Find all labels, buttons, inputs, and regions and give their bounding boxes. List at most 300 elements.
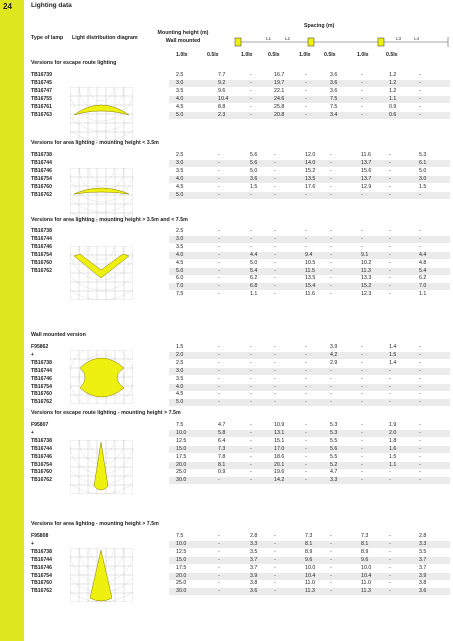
spacing-cell: - — [330, 556, 332, 563]
spacing-cell: 10.2 — [361, 259, 372, 266]
mounting-height-cell: 5.0 — [176, 191, 184, 198]
spacing-cell: 5.4 — [419, 267, 427, 274]
spacing-cell: - — [361, 235, 363, 242]
mounting-height-cell: 3.0 — [176, 235, 184, 242]
spacing-cell: - — [274, 167, 276, 174]
spacing-cell: 11.6 — [361, 152, 371, 158]
spacing-cell: 7.5 — [330, 103, 338, 110]
lamp-type: TB16738 — [31, 437, 52, 444]
spacing-cell: 8.1 — [305, 540, 313, 547]
spacing-cell: 1.2 — [389, 87, 397, 94]
light-distribution-header: Light distribution diagram — [72, 35, 138, 41]
spacing-cell: - — [361, 344, 363, 350]
spacing-cell: - — [330, 391, 332, 398]
spacing-cell: 1.9 — [389, 422, 397, 428]
lamp-type: TB16761 — [31, 103, 52, 110]
spacing-cell: - — [305, 477, 307, 484]
lamp-type: TB16762 — [31, 477, 52, 484]
spacing-cell: - — [361, 469, 363, 476]
spacing-cell: 2.9 — [330, 359, 338, 366]
spacing-cell: - — [330, 175, 332, 182]
spacing-cell: 18.6 — [274, 453, 285, 460]
spacing-cell: - — [274, 175, 276, 182]
spacing-cell: 10.4 — [218, 95, 229, 102]
spacing-cell: 15.6 — [361, 167, 372, 174]
spacing-cell: 1.5 — [389, 351, 397, 358]
spacing-cell: - — [389, 283, 391, 290]
mounting-height-cell: 10.0 — [176, 540, 187, 547]
spacing-cell: - — [361, 87, 363, 94]
spacing-cell: 9.2 — [218, 79, 226, 86]
spacing-cell: 5.0 — [419, 167, 427, 174]
spacing-cell: 3.7 — [419, 556, 427, 563]
spacing-cell: - — [389, 191, 391, 198]
lux-subheader: 1.0lx — [241, 52, 253, 58]
spacing-cell: 13.3 — [361, 275, 372, 282]
lamp-type: TB16746 — [31, 453, 52, 460]
spacing-cell: 0.9 — [218, 469, 226, 476]
spacing-cell: - — [218, 275, 220, 282]
spacing-cell: - — [361, 391, 363, 398]
spacing-cell: - — [389, 572, 391, 579]
spacing-cell: 11.3 — [361, 267, 371, 274]
lamp-type: TB16760 — [31, 391, 52, 398]
spacing-cell: 5.6 — [250, 159, 258, 166]
table-row — [169, 360, 450, 367]
spacing-cell: - — [330, 243, 332, 250]
lamp-type: TB16744 — [31, 159, 52, 166]
mounting-height-cell: 3.0 — [176, 79, 184, 86]
spacing-cell: - — [330, 367, 332, 374]
mounting-height-cell: 7.5 — [176, 422, 184, 428]
lamp-type: TB16738 — [31, 548, 52, 555]
mounting-height-cell: 4.5 — [176, 391, 184, 398]
spacing-cell: 17.0 — [274, 445, 285, 452]
spacing-cell: - — [361, 95, 363, 102]
spacing-cell: - — [389, 391, 391, 398]
lamp-type: F95862 — [31, 344, 49, 350]
spacing-cell: - — [305, 445, 307, 452]
spacing-cell: - — [389, 399, 391, 406]
lamp-type: F95808 — [31, 533, 49, 539]
spacing-cell: - — [361, 228, 363, 234]
spacing-cell: 3.6 — [330, 79, 338, 86]
spacing-cell: - — [419, 453, 421, 460]
spacing-cell: - — [389, 275, 391, 282]
spacing-cell: - — [218, 391, 220, 398]
spacing-cell: 8.9 — [305, 548, 313, 555]
spacing-cell: 11.6 — [305, 291, 315, 298]
spacing-cell: - — [305, 437, 307, 444]
spacing-cell: - — [330, 267, 332, 274]
mounting-height-cell: 3.5 — [176, 243, 184, 250]
spacing-cell: - — [419, 87, 421, 94]
spacing-cell: - — [419, 191, 421, 198]
mounting-height-cell: 15.0 — [176, 556, 187, 563]
spacing-cell: 6.2 — [250, 275, 258, 282]
table-row — [169, 446, 450, 453]
mounting-height-cell: 2.5 — [176, 228, 184, 234]
mounting-height-cell: 4.0 — [176, 383, 184, 390]
spacing-cell: 1.5 — [250, 183, 258, 190]
spacing-cell: - — [389, 152, 391, 158]
mounting-height-cell: 3.5 — [176, 167, 184, 174]
section-title: Versions for escape route lighting - mounting height > 7.5m — [31, 410, 181, 416]
spacing-cell: - — [250, 344, 252, 350]
spacing-cell: - — [330, 580, 332, 587]
spacing-cell: - — [250, 477, 252, 484]
spacing-cell: - — [419, 79, 421, 86]
mounting-height-cell: 3.5 — [176, 87, 184, 94]
spacing-label-l2: L2 — [285, 36, 291, 41]
spacing-cell: - — [274, 251, 276, 258]
spacing-cell: - — [361, 399, 363, 406]
spacing-cell: - — [218, 572, 220, 579]
spacing-cell: 4.2 — [330, 351, 338, 358]
spacing-cell: 0.9 — [389, 103, 397, 110]
spacing-cell: - — [305, 243, 307, 250]
spacing-cell: - — [305, 103, 307, 110]
spacing-cell: 3.3 — [250, 540, 258, 547]
spacing-cell: 15.1 — [274, 437, 285, 444]
lamp-type: TB16760 — [31, 469, 52, 476]
spacing-cell: - — [419, 95, 421, 102]
spacing-cell: - — [419, 103, 421, 110]
spacing-cell: 9.6 — [305, 556, 313, 563]
light-distribution-diagram — [70, 246, 133, 300]
lamp-type: TB16760 — [31, 183, 52, 190]
spacing-cell: - — [330, 572, 332, 579]
lamp-type: TB16762 — [31, 191, 52, 198]
spacing-cell: - — [305, 344, 307, 350]
table-row — [169, 283, 450, 290]
spacing-cell: 10.4 — [305, 572, 316, 579]
mounting-height-cell: 25.0 — [176, 580, 187, 587]
spacing-cell: - — [389, 267, 391, 274]
spacing-cell: 3.6 — [419, 588, 427, 595]
section-title: Versions for area lighting - mounting height > 3.5m and < 7.5m — [31, 217, 188, 223]
table-row — [169, 80, 450, 87]
spacing-cell: - — [218, 564, 220, 571]
spacing-cell: 3.8 — [419, 580, 427, 587]
spacing-cell: - — [274, 548, 276, 555]
spacing-cell: - — [274, 275, 276, 282]
spacing-cell: 11.3 — [305, 588, 315, 595]
mounting-height-cell: 30.0 — [176, 588, 187, 595]
spacing-cell: 3.3 — [419, 540, 427, 547]
lamp-type: TB16746 — [31, 167, 52, 174]
mounting-height-cell: 7.5 — [176, 533, 184, 539]
spacing-cell: - — [218, 191, 220, 198]
light-distribution-diagram — [70, 440, 133, 494]
spacing-cell: - — [218, 588, 220, 595]
table-row — [169, 112, 450, 119]
mounting-height-cell: 20.0 — [176, 572, 187, 579]
spacing-cell: - — [274, 267, 276, 274]
lamp-type: TB16754 — [31, 251, 52, 258]
spacing-cell: - — [361, 367, 363, 374]
spacing-cell: - — [419, 359, 421, 366]
spacing-cell: 19.7 — [274, 79, 285, 86]
spacing-cell: - — [305, 228, 307, 234]
spacing-cell: - — [305, 87, 307, 94]
spacing-cell: 25.8 — [274, 103, 285, 110]
spacing-cell: - — [274, 533, 276, 539]
spacing-cell: 11.5 — [305, 267, 315, 274]
table-row — [169, 96, 450, 103]
spacing-cell: 6.8 — [250, 283, 258, 290]
spacing-cell: 20.8 — [274, 111, 285, 118]
lamp-type: TB16745 — [31, 79, 52, 86]
spacing-cell: - — [250, 399, 252, 406]
spacing-cell: 6.2 — [419, 275, 427, 282]
spacing-cell: - — [419, 235, 421, 242]
spacing-cell: - — [218, 375, 220, 382]
spacing-cell: 8.8 — [218, 103, 226, 110]
table-row — [169, 384, 450, 391]
light-distribution-diagram — [70, 168, 133, 222]
spacing-cell: 1.1 — [250, 291, 258, 298]
spacing-cell: 1.2 — [389, 79, 397, 86]
mounting-height-cell: 10.0 — [176, 429, 187, 436]
spacing-cell: 5.5 — [330, 437, 338, 444]
table-row — [169, 391, 450, 398]
mounting-height-cell: 6.0 — [176, 275, 184, 282]
spacing-cell: 3.0 — [419, 175, 427, 182]
table-row — [169, 268, 450, 275]
light-distribution-diagram — [70, 87, 133, 141]
spacing-cell: - — [305, 375, 307, 382]
spacing-cell: - — [274, 556, 276, 563]
spacing-cell: 5.0 — [250, 259, 258, 266]
spacing-cell: - — [389, 477, 391, 484]
spacing-cell: - — [250, 95, 252, 102]
spacing-cell: - — [305, 461, 307, 468]
mounting-height-cell: 15.0 — [176, 445, 187, 452]
spacing-cell: 5.2 — [330, 461, 338, 468]
lamp-type: TB16754 — [31, 175, 52, 182]
spacing-cell: - — [389, 235, 391, 242]
spacing-cell: - — [274, 191, 276, 198]
spacing-cell: - — [419, 351, 421, 358]
spacing-cell: - — [218, 367, 220, 374]
table-row — [169, 236, 450, 243]
lamp-type: TB16746 — [31, 564, 52, 571]
spacing-cell: - — [218, 259, 220, 266]
spacing-cell: - — [218, 533, 220, 539]
spacing-cell: - — [218, 228, 220, 234]
spacing-cell: - — [419, 399, 421, 406]
spacing-cell: - — [250, 429, 252, 436]
lamp-type: TB16738 — [31, 359, 52, 366]
lamp-type: TB16755 — [31, 95, 52, 102]
spacing-cell: 8.1 — [361, 540, 369, 547]
luminaire-icon — [378, 38, 384, 46]
table-row — [169, 160, 450, 167]
spacing-cell: - — [274, 183, 276, 190]
spacing-cell: - — [419, 422, 421, 428]
spacing-cell: - — [305, 383, 307, 390]
lux-subheader: 1.0lx — [176, 52, 188, 58]
mounting-height-cell: 3.0 — [176, 159, 184, 166]
spacing-cell: - — [361, 72, 363, 78]
spacing-cell: - — [419, 429, 421, 436]
spacing-cell: 1.4 — [389, 344, 397, 350]
spacing-cell: 3.9 — [419, 572, 427, 579]
spacing-cell: - — [389, 291, 391, 298]
spacing-cell: - — [274, 564, 276, 571]
spacing-cell: 12.0 — [305, 152, 316, 158]
spacing-cell: 10.0 — [361, 564, 372, 571]
spacing-scale-diagram — [150, 35, 450, 49]
spacing-cell: - — [218, 183, 220, 190]
table-row — [169, 541, 450, 548]
spacing-cell: 4.7 — [218, 422, 226, 428]
spacing-cell: - — [330, 251, 332, 258]
spacing-cell: - — [361, 453, 363, 460]
mounting-height-cell: 5.0 — [176, 267, 184, 274]
spacing-label-l3: L3 — [396, 36, 402, 41]
spacing-cell: 4.8 — [419, 259, 427, 266]
table-row — [169, 352, 450, 359]
light-distribution-diagram — [70, 350, 133, 404]
mounting-height-cell: 4.0 — [176, 95, 184, 102]
spacing-cell: - — [274, 399, 276, 406]
spacing-cell: 5.0 — [250, 167, 258, 174]
spacing-cell: - — [330, 159, 332, 166]
spacing-cell: - — [330, 259, 332, 266]
section-title: Wall mounted version — [31, 332, 86, 338]
mounting-height-cell: 4.5 — [176, 259, 184, 266]
lamp-type: TB16763 — [31, 111, 52, 118]
spacing-cell: - — [218, 235, 220, 242]
table-row — [169, 168, 450, 175]
spacing-cell: 12.3 — [361, 291, 372, 298]
spacing-cell: - — [419, 391, 421, 398]
lamp-type: TB16746 — [31, 375, 52, 382]
spacing-cell: - — [274, 344, 276, 350]
spacing-cell: - — [218, 383, 220, 390]
spacing-cell: - — [389, 564, 391, 571]
lux-subheader: 0.5lx — [207, 52, 219, 58]
spacing-cell: - — [274, 243, 276, 250]
spacing-cell: - — [305, 391, 307, 398]
table-row — [169, 72, 450, 79]
mounting-height-cell: 20.0 — [176, 461, 187, 468]
spacing-cell: 3.3 — [330, 477, 338, 484]
table-row — [169, 557, 450, 564]
table-row — [169, 549, 450, 556]
spacing-cell: - — [389, 159, 391, 166]
spacing-cell: - — [330, 383, 332, 390]
mounting-height-cell: 12.5 — [176, 548, 187, 555]
table-row — [169, 422, 450, 429]
spacing-cell: - — [419, 461, 421, 468]
table-row — [169, 462, 450, 469]
spacing-cell: 16.7 — [274, 72, 285, 78]
spacing-cell: 4.4 — [419, 251, 427, 258]
mounting-height-cell: 2.5 — [176, 152, 184, 158]
spacing-cell: 15.4 — [305, 283, 316, 290]
spacing-cell: - — [361, 243, 363, 250]
spacing-cell: - — [389, 580, 391, 587]
spacing-cell: 5.3 — [330, 422, 338, 428]
spacing-cell: - — [305, 399, 307, 406]
lamp-type: TB16738 — [31, 228, 52, 234]
table-row — [169, 588, 450, 595]
spacing-cell: - — [274, 228, 276, 234]
spacing-cell: 10.5 — [305, 259, 316, 266]
spacing-cell: 9.6 — [218, 87, 226, 94]
spacing-cell: 3.9 — [330, 344, 338, 350]
table-row — [169, 291, 450, 298]
spacing-cell: 8.9 — [361, 548, 369, 555]
lux-subheader: 1.0lx — [357, 52, 369, 58]
spacing-cell: - — [361, 422, 363, 428]
spacing-cell: - — [250, 437, 252, 444]
spacing-cell: 3.7 — [250, 564, 258, 571]
lux-subheader: 1.0lx — [299, 52, 311, 58]
spacing-cell: 10.9 — [274, 422, 285, 428]
spacing-cell: - — [250, 79, 252, 86]
spacing-cell: - — [389, 469, 391, 476]
mounting-height-cell: 4.0 — [176, 251, 184, 258]
mounting-height-cell: 3.0 — [176, 367, 184, 374]
spacing-cell: - — [274, 351, 276, 358]
spacing-cell: - — [330, 588, 332, 595]
lux-subheader: 0.5lx — [268, 52, 280, 58]
spacing-cell: 24.6 — [274, 95, 285, 102]
table-row — [169, 469, 450, 476]
spacing-cell: - — [218, 548, 220, 555]
mounting-height-cell: 17.5 — [176, 453, 187, 460]
spacing-cell: - — [389, 383, 391, 390]
spacing-cell: 3.7 — [250, 556, 258, 563]
spacing-cell: - — [330, 564, 332, 571]
spacing-cell: 6.4 — [218, 437, 226, 444]
spacing-cell: - — [389, 251, 391, 258]
spacing-cell: - — [218, 167, 220, 174]
table-row — [169, 88, 450, 95]
spacing-cell: - — [361, 191, 363, 198]
mounting-height-cell: 3.5 — [176, 375, 184, 382]
lamp-type: TB16744 — [31, 445, 52, 452]
spacing-cell: - — [419, 111, 421, 118]
spacing-cell: - — [218, 556, 220, 563]
lamp-type: TB16744 — [31, 556, 52, 563]
spacing-cell: 1.1 — [389, 95, 397, 102]
spacing-cell: - — [305, 367, 307, 374]
mounting-height-cell: 7.0 — [176, 283, 184, 290]
lamp-type: TB16738 — [31, 152, 52, 158]
spacing-cell: - — [419, 445, 421, 452]
spacing-cell: - — [250, 111, 252, 118]
table-row — [169, 152, 450, 159]
spacing-cell: - — [274, 291, 276, 298]
type-of-lamp-header: Type of lamp — [31, 35, 64, 41]
mounting-height-cell: 2.5 — [176, 359, 184, 366]
table-row — [169, 192, 450, 199]
spacing-cell: - — [250, 445, 252, 452]
spacing-cell: - — [361, 461, 363, 468]
wall-mounted-label: Wall mounted — [165, 38, 201, 44]
spacing-cell: - — [274, 359, 276, 366]
spacing-cell: - — [389, 175, 391, 182]
spacing-cell: - — [218, 291, 220, 298]
spacing-cell: - — [274, 259, 276, 266]
spacing-cell: 19.6 — [274, 469, 285, 476]
spacing-cell: - — [330, 283, 332, 290]
